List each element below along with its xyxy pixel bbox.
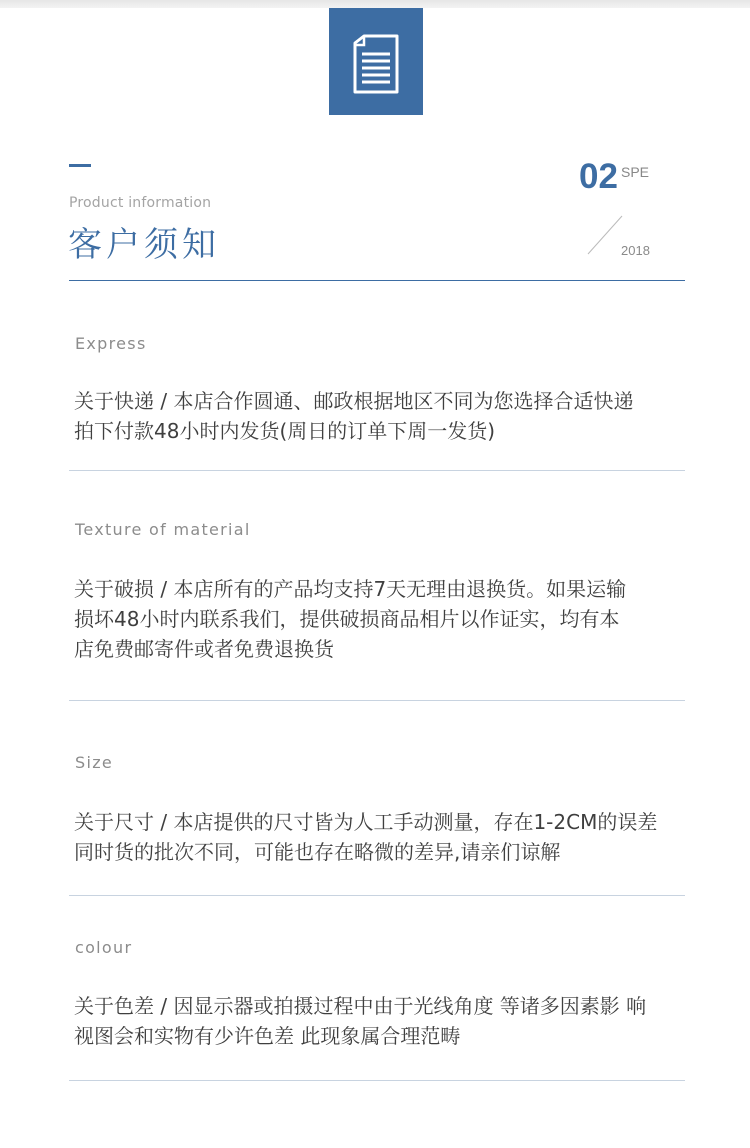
section-body-express <box>74 386 686 446</box>
top-strip <box>0 0 750 8</box>
section-divider <box>69 1080 685 1081</box>
section-line: 拍下付款48小时内发货(周日的订单下周一发货) <box>74 419 496 443</box>
section-number: 02 <box>579 157 618 196</box>
section-divider <box>69 700 685 701</box>
document-badge <box>329 8 423 115</box>
header-divider <box>69 280 685 281</box>
document-icon <box>351 34 401 94</box>
section-number-suffix: SPE <box>621 164 650 180</box>
section-line: 损坏48小时内联系我们，提供破损商品相片以作证实，均有本 <box>74 607 620 631</box>
diagonal-divider <box>587 215 623 255</box>
year-label: 2018 <box>621 243 650 258</box>
section-line: 关于破损 / 本店所有的产品均支持7天无理由退换货。如果运输 <box>74 577 627 601</box>
section-line: 同时货的批次不同，可能也存在略微的差异,请亲们谅解 <box>74 840 561 864</box>
section-divider <box>69 470 685 471</box>
page-title: 客户须知 <box>68 225 220 265</box>
section-line: 关于色差 / 因显示器或拍摄过程中由于光线角度 等诸多因素影 响 <box>74 994 647 1018</box>
section-line: 关于尺寸 / 本店提供的尺寸皆为人工手动测量，存在1-2CM的误差 <box>74 810 658 834</box>
section-body-size <box>74 807 686 867</box>
section-body-texture <box>74 574 686 664</box>
section-label-colour: colour <box>75 938 133 957</box>
section-divider <box>69 895 685 896</box>
accent-dash <box>69 164 91 167</box>
section-line: 视图会和实物有少许色差 此现象属合理范畴 <box>74 1024 461 1048</box>
section-line: 关于快递 / 本店合作圆通、邮政根据地区不同为您选择合适快递 <box>74 389 634 413</box>
section-label-express: Express <box>75 334 147 353</box>
section-label-size: Size <box>75 753 114 772</box>
section-line: 店免费邮寄件或者免费退换货 <box>74 637 334 661</box>
subtitle-english: Product information <box>69 195 212 211</box>
section-label-texture: Texture of material <box>75 520 251 539</box>
section-body-colour <box>74 991 686 1051</box>
